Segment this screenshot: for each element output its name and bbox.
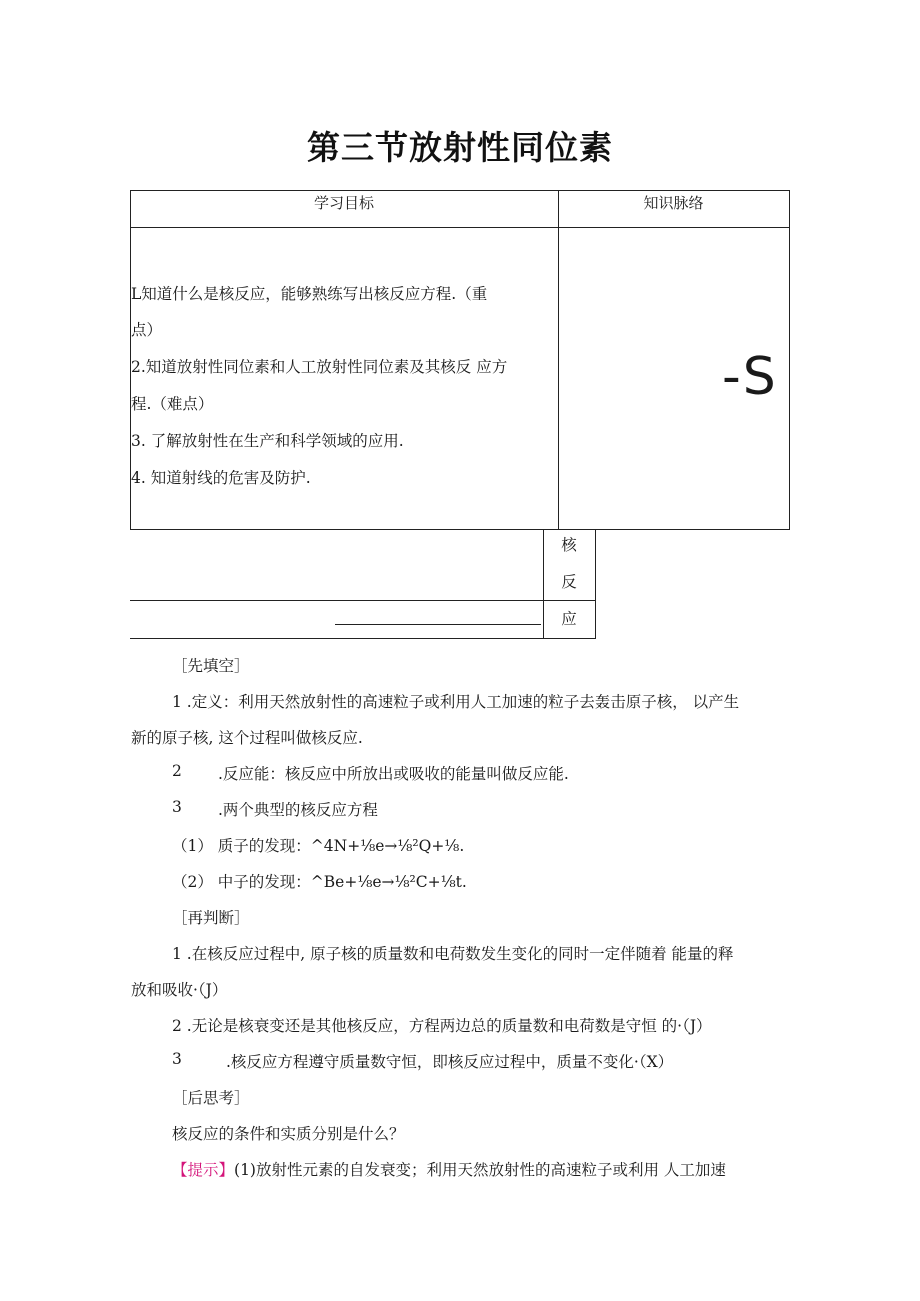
goal-1-line-2: 点） [131,321,163,339]
hint-text: (1)放射性元素的自发衰变；利用天然放射性的高速粒子或利用 人工加速 [234,1161,726,1179]
equation-proton-discovery: （1） 质子的发现：^4N+⅛e→⅛²Q+⅛. [172,837,465,855]
fill-item-2-number: 2 [172,762,182,780]
judge-item-3-number: 3 [172,1050,182,1068]
think-label: ［后思考］ [172,1089,250,1107]
judge-item-3-text: .核反应方程遵守质量数守恒，即核反应过程中，质量不变化·（X） [226,1053,674,1071]
fill-item-1-line-1: 1 .定义：利用天然放射性的高速粒子或利用人工加速的粒子去轰击原子核， 以产生 [172,693,740,711]
box-char-3: 应 [561,610,577,628]
fill-item-3-text: .两个典型的核反应方程 [218,801,378,819]
judge-item-1-line-1: 1 .在核反应过程中, 原子核的质量数和电荷数发生变化的同时一定伴随着 能量的释 [172,945,734,963]
hint-paragraph [172,1158,726,1180]
judge-item-1-line-2: 放和吸收·（J） [131,981,228,999]
fill-blank-label: ［先填空］ [172,657,250,675]
fill-item-3-number: 3 [172,798,182,816]
header-knowledge-map: 知识脉络 [643,194,704,212]
goal-4: 4. 知道射线的危害及防护. [131,469,311,487]
goal-1-line-1: L知道什么是核反应，能够熟练写出核反应方程.（重 [131,285,488,303]
judge-item-2: 2 .无论是核衰变还是其他核反应，方程两边总的质量数和电荷数是守恒 的·（J） [172,1017,712,1035]
fill-item-2-text: .反应能：核反应中所放出或吸收的能量叫做反应能. [218,765,569,783]
fill-item-1-line-2: 新的原子核, 这个过程叫做核反应. [131,729,363,747]
hint-label: 【提示】 [172,1161,235,1179]
header-learning-goals: 学习目标 [313,194,374,212]
judge-label: ［再判断］ [172,909,250,927]
knowledge-map-symbol: -S [722,347,778,407]
goal-3: 3. 了解放射性在生产和科学领域的应用. [131,432,404,450]
goal-2-line-1: 2.知道放射性同位素和人工放射性同位素及其核反 应方 [131,358,508,376]
think-question: 核反应的条件和实质分别是什么？ [172,1125,405,1143]
box-char-2: 反 [561,573,577,591]
page-title: 第三节放射性同位素 [307,128,613,167]
goal-2-line-2: 程.（难点） [131,395,214,413]
box-char-1: 核 [561,536,577,554]
equation-neutron-discovery: （2） 中子的发现：^Be+⅛e→⅛²C+⅛t. [172,873,467,891]
